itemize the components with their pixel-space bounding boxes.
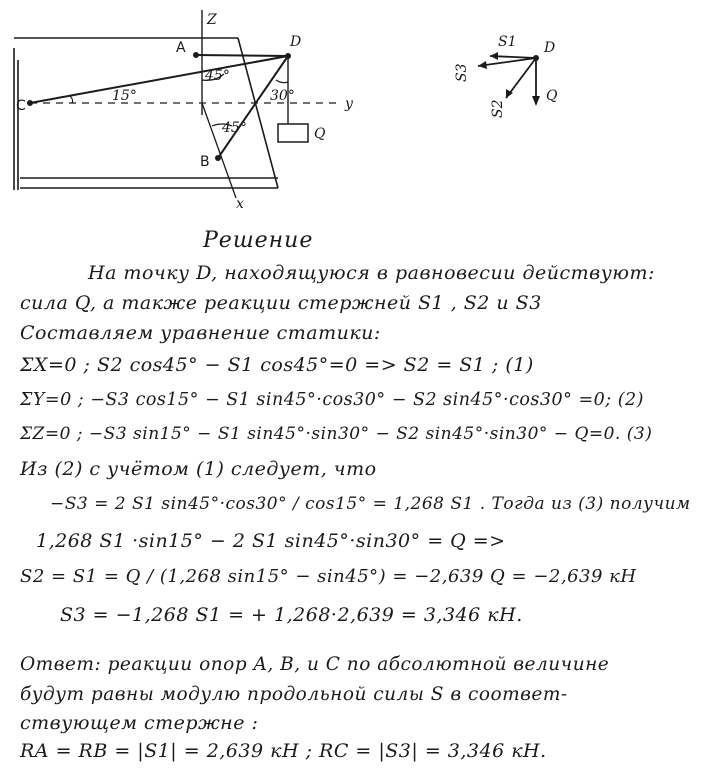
- angle-arc-30: [276, 80, 288, 83]
- solution-heading: Решение: [203, 228, 314, 253]
- label-angle-15: 15°: [112, 88, 137, 104]
- answer-line-2: будут равны модулю продольной силы S в соответ-: [20, 684, 568, 705]
- label-C: C: [16, 98, 26, 114]
- answer-line-3: ствующем стержне :: [20, 712, 259, 734]
- structure-diagram: [0, 0, 710, 260]
- joint-C: [27, 100, 33, 106]
- label-y: y: [345, 96, 353, 112]
- equation-s3: −S3 = 2 S1 sin45°·cos30° / cos15° = 1,268 S1 . Тогда из (3) получим: [50, 494, 691, 514]
- force-s3-line: [478, 58, 536, 66]
- force-q-arrow: [532, 96, 540, 106]
- text-line-2: сила Q, а также реакции стержней S1 , S2 и S3: [20, 292, 542, 314]
- force-sketch: [454, 34, 558, 118]
- angle-arc-15: [70, 96, 73, 103]
- bar-AD: [196, 55, 288, 56]
- label-A: A: [176, 40, 186, 56]
- answer-reactions: RA = RB = |S1| = 2,639 кН ; RC = |S3| = 3,346 кН.: [20, 740, 547, 762]
- text-line-3: Составляем уравнение статики:: [20, 322, 381, 344]
- equation-sum-x: ΣX=0 ; S2 cos45° − S1 cos45°=0 => S2 = S1 ; (1): [20, 354, 534, 376]
- force-s1-arrow: [490, 52, 498, 60]
- label-angle-45-top: 45°: [205, 68, 230, 84]
- label-B: B: [200, 154, 210, 170]
- load-box: [278, 124, 308, 142]
- force-label-s1: S1: [498, 34, 517, 50]
- label-Q: Q: [314, 126, 326, 142]
- label-angle-45-mid: 45°: [222, 120, 247, 136]
- joint-D: [285, 53, 291, 59]
- equation-sum-z: ΣZ=0 ; −S3 sin15° − S1 sin45°·sin30° − S2 sin45°·sin30° − Q=0. (3): [20, 424, 653, 444]
- force-label-s3: S3: [454, 63, 470, 82]
- force-label-s2: S2: [490, 99, 506, 118]
- label-z: Z: [207, 12, 217, 28]
- label-x: x: [236, 196, 244, 212]
- equation-sum-y: ΣY=0 ; −S3 cos15° − S1 sin45°·cos30° − S2 sin45°·cos30° =0; (2): [20, 390, 645, 410]
- joint-B: [215, 155, 221, 161]
- x-axis: [202, 103, 236, 198]
- label-angle-30: 30°: [270, 88, 295, 104]
- joint-A: [193, 52, 199, 58]
- equation-substitute: 1,268 S1 ·sin15° − 2 S1 sin45°·sin30° = Q =>: [36, 530, 506, 552]
- force-label-q: Q: [546, 88, 558, 104]
- equation-s3-value: S3 = −1,268 S1 = + 1,268·2,639 = 3,346 кН.: [60, 604, 523, 626]
- text-line-1: На точку D, находящуюся в равновесии действуют:: [88, 262, 655, 284]
- wall-frame: [14, 38, 278, 190]
- label-D: D: [290, 34, 302, 50]
- equation-s1-s2: S2 = S1 = Q / (1,268 sin15° − sin45°) = −2,639 Q = −2,639 кН: [20, 566, 637, 587]
- text-line-from-2: Из (2) с учётом (1) следует, что: [20, 458, 377, 480]
- answer-line-1: Ответ: реакции опор A, B, и C по абсолютной величине: [20, 654, 610, 675]
- force-label-D: D: [544, 40, 556, 56]
